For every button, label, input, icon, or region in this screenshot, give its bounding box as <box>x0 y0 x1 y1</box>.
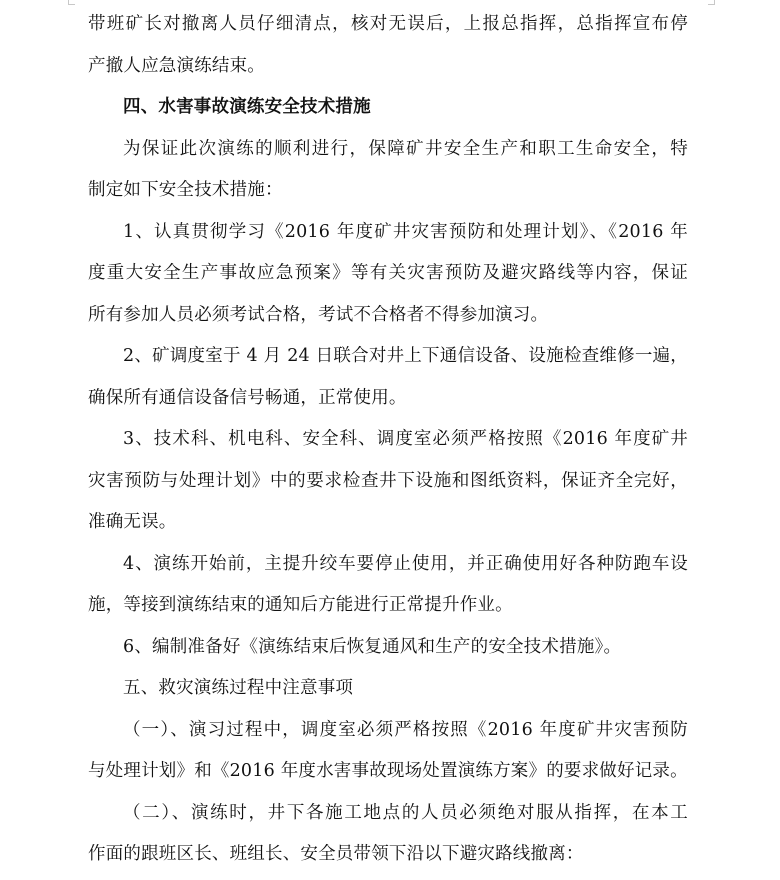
margin-corner-mark-right <box>708 0 715 5</box>
text-line: 灾害预防与处理计划》中的要求检查井下设施和图纸资料，保证齐全完好， <box>88 470 688 491</box>
text-line: 2、矿调度室于 4 月 24 日联合对井上下通信设备、设施检查维修一遍， <box>123 346 688 366</box>
text-line: 产撤人应急演练结束。 <box>88 55 265 76</box>
text-line: 1、认真贯彻学习《2016 年度矿井灾害预防和处理计划》、《2016 年 <box>123 221 688 242</box>
text-line: 为保证此次演练的顺利进行，保障矿井安全生产和职工生命安全，特 <box>123 138 688 159</box>
section-heading: 五、救灾演练过程中注意事项 <box>123 678 354 698</box>
text-line: 4、演练开始前，主提升绞车要停止使用，并正确使用好各种防跑车设 <box>123 553 688 574</box>
text-line: 作面的跟班区长、班组长、安全员带领下沿以下避灾路线撤离： <box>88 844 584 864</box>
text-line: （一）、演习过程中，调度室必须严格按照《2016 年度矿井灾害预防 <box>123 719 688 740</box>
text-line: 确保所有通信设备信号畅通，正常使用。 <box>88 387 407 408</box>
text-line: 准确无误。 <box>88 512 177 532</box>
document-body <box>88 4 688 876</box>
text-line: 施，等接到演练结束的通知后方能进行正常提升作业。 <box>88 595 513 615</box>
text-line: 3、技术科、机电科、安全科、调度室必须严格按照《2016 年度矿井 <box>123 429 688 449</box>
text-line: 所有参加人员必须考试合格，考试不合格者不得参加演习。 <box>88 304 549 325</box>
text-line: 6、编制准备好《演练结束后恢复通风和生产的安全技术措施》。 <box>123 636 622 657</box>
text-line: （二）、演练时，井下各施工地点的人员必须绝对服从指挥，在本工 <box>123 802 688 823</box>
margin-corner-mark-left <box>68 0 75 5</box>
text-line: 制定如下安全技术措施： <box>88 180 283 200</box>
section-heading: 四、水害事故演练安全技术措施 <box>123 97 371 117</box>
text-line: 度重大安全生产事故应急预案》等有关灾害预防及避灾路线等内容，保证 <box>88 263 688 283</box>
text-line: 带班矿长对撤离人员仔细清点，核对无误后，上报总指挥，总指挥宣布停 <box>88 14 688 34</box>
text-line: 与处理计划》和《2016 年度水害事故现场处置演练方案》的要求做好记录。 <box>88 761 688 781</box>
